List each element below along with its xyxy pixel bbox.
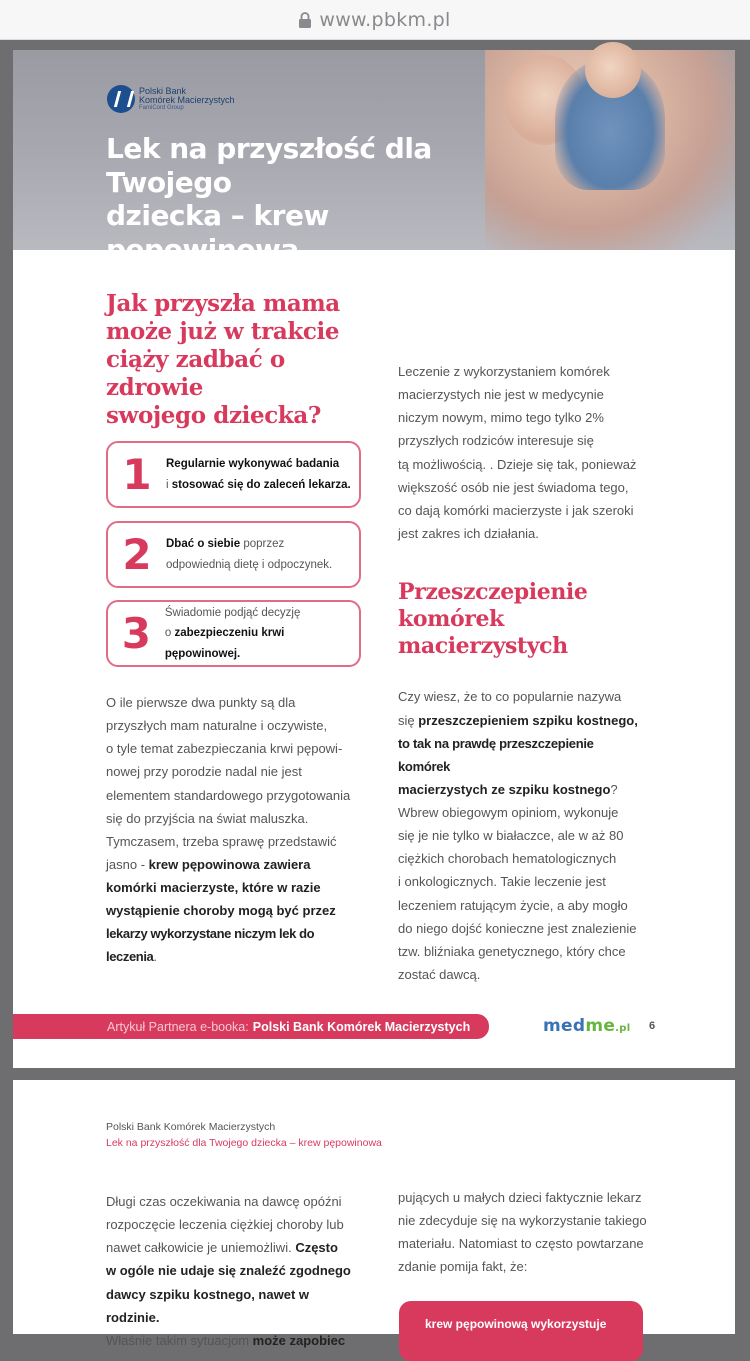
pbkm-logo-icon [107, 85, 135, 113]
footer-partner: Polski Bank Komórek Macierzystych [252, 1019, 471, 1034]
section-heading-left: Jak przyszła mama może już w trakcie ciąży zadbać o zdrowie swojego dziecka? [106, 290, 340, 430]
url-text[interactable]: www.pbkm.pl [319, 8, 451, 31]
page2-right-paragraph: pujących u małych dzieci faktycznie lekarz nie zdecyduje się na wykorzystanie takiego materiału. Natomiast to często powtarzane zdanie pomija fakt, że: [398, 1190, 647, 1275]
running-subheader: Lek na przyszłość dla Twojego dziecka – krew pępowinowa [106, 1137, 382, 1149]
hero-banner [13, 50, 735, 266]
footer-label: Artykuł Partnera e-booka: [107, 1019, 249, 1034]
right-paragraph-2: Czy wiesz, że to co popularnie nazywa się przeszczepieniem szpiku kostnego, to tak na prawdę przeszczepienie komórek macierzystych ze szpiku kostnego? Wbrew obiegowym opiniom, wykonuje się je nie tylko w białaczce, ale w aż 80 ciężkich chorobach hematologicznych i onkologicznych. Takie leczenie jest leczeniem ratującym życie, a aby mogło do niego dojść konieczne jest znalezienie tzw. bliźniaka genetycznego, który chce zostać dawcą. [398, 689, 638, 982]
pbkm-logo [107, 85, 235, 113]
document-page-2 [13, 1080, 735, 1348]
page2-left-paragraph: Długi czas oczekiwania na dawcę opóźni rozpoczęcie leczenia ciężkiej choroby lub nawet całkowicie je uniemożliwi. Często w ogóle nie udaje się znaleźć zgodnego dawcy szpiku kostnego, nawet w rodzinie. Właśnie takim sytuacjom może zapobiec [106, 1194, 351, 1348]
partner-footer-bar [13, 1014, 489, 1039]
lock-icon [299, 12, 311, 28]
address-bar[interactable] [0, 0, 750, 40]
step-number: 2 [122, 530, 152, 579]
logo-line1: Polski Bank [139, 86, 187, 96]
title-line: dziecka – krew pępowinowa [106, 199, 329, 266]
medme-logo: medme.pl [543, 1016, 631, 1036]
highlight-box: krew pępowinową wykorzystuje [399, 1301, 643, 1361]
logo-line3: FamiCord Group [139, 105, 184, 111]
step-card-1 [106, 441, 361, 508]
left-column [106, 290, 366, 430]
title-line: Lek na przyszłość dla Twojego [106, 132, 432, 199]
page-number: 6 [649, 1020, 656, 1032]
section-heading-right: Przeszczepienie komórek macierzystych [398, 579, 588, 659]
step-card-3 [106, 600, 361, 667]
right-column [398, 360, 643, 986]
running-header: Polski Bank Komórek Macierzystych [106, 1121, 276, 1133]
left-paragraph: O ile pierwsze dwa punkty są dla przyszłych mam naturalne i oczywiste, o tyle temat zabezpieczania krwi pępowi- nowej przy porodzie nadal nie jest elementem standardowego przygotowania się do przyjścia na świat maluszka. Tymczasem, trzeba sprawę przedstawić jasno - krew pępowinowa zawiera komórki macierzyste, które w razie wystąpienie choroby mogą być przez lekarzy wykorzystane niczym lek do leczenia. [106, 695, 351, 965]
step-text: Dbać o siebie poprzez odpowiednią dietę i odpoczynek. [166, 538, 333, 571]
step-card-2 [106, 521, 361, 588]
step-text: Świadomie podjąć decyzję o zabezpieczeniu krwi pępowinowej. [164, 607, 301, 660]
step-number: 3 [121, 609, 152, 658]
logo-line2: Komórek Macierzystych [139, 95, 235, 105]
step-number: 1 [122, 450, 152, 499]
right-paragraph-1: Leczenie z wykorzystaniem komórek macierzystych nie jest w medycynie niczym nowym, mimo tego tylko 2% przyszłych rodziców interesuje się tą możliwością. . Dzieje się tak, ponieważ większość osób nie jest świadoma tego, co dają komórki macierzyste i jak szeroki jest zakres ich działania. [398, 364, 637, 541]
page-title [106, 132, 526, 266]
document-page-1 [13, 50, 735, 1068]
step-text: Regularnie wykonywać badania i stosować się do zaleceń lekarza. [166, 458, 351, 491]
